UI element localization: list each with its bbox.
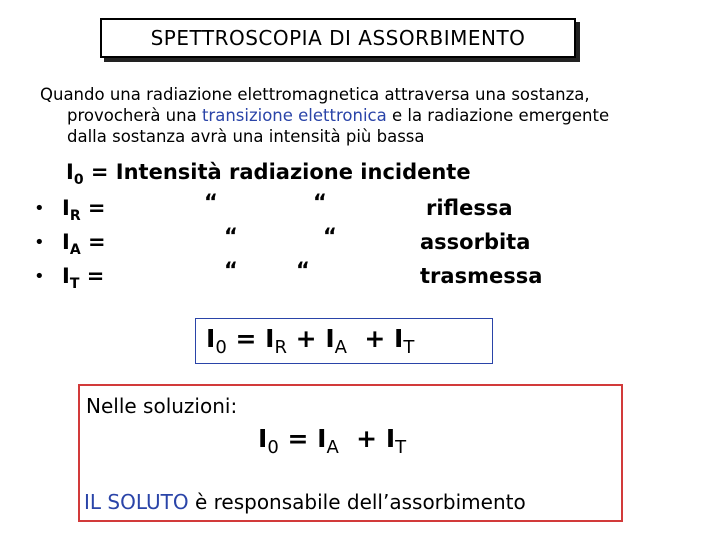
ditto-it-2: “ (296, 258, 310, 282)
it-symbol: I (62, 264, 70, 288)
solute-rest: è responsabile dell’assorbimento (188, 490, 526, 514)
solutions-label: Nelle soluzioni: (86, 394, 238, 418)
ir-symbol: I (62, 196, 70, 220)
intro-line-3: dalla sostanza avrà una intensità più bassa (67, 127, 425, 146)
it-eq: = (79, 264, 105, 288)
ia-word: assorbita (420, 230, 531, 254)
sol-it: I (385, 424, 396, 453)
ditto-ia-1: “ (224, 224, 238, 248)
bullet-ir: • (34, 198, 45, 219)
sol-ia: I (317, 424, 327, 453)
eq-plus-1: + (286, 324, 326, 353)
intro-line-2 (40, 105, 700, 126)
it-word: trasmessa (420, 264, 543, 288)
i0-sub: 0 (73, 172, 84, 189)
ia-label (62, 230, 106, 258)
ditto-it-1: “ (224, 258, 238, 282)
sol-i0-sub: 0 (267, 437, 279, 458)
eq-it-sub: T (403, 337, 415, 358)
eq-ir-sub: R (274, 337, 287, 358)
eq-i0: I (206, 324, 216, 353)
eq-ia: I (325, 324, 335, 353)
intro-line-2-end: e la radiazione emergente (386, 106, 610, 125)
highlight-transizione: transizione elettronica (201, 106, 387, 125)
solute-highlight: IL SOLUTO (84, 490, 189, 514)
sol-equals: = (278, 424, 318, 453)
eq-ia-sub: A (334, 337, 347, 358)
title-box (100, 18, 576, 58)
ia-eq: = (80, 230, 106, 254)
sol-i0: I (258, 424, 268, 453)
solutions-equation (258, 424, 406, 458)
eq-ir: I (265, 324, 275, 353)
intro-paragraph (40, 84, 700, 147)
eq-i0-sub: 0 (215, 337, 227, 358)
ir-sub: R (69, 208, 81, 225)
ia-symbol: I (62, 230, 70, 254)
sol-plus: + (338, 424, 386, 453)
ir-word: riflessa (426, 196, 513, 220)
ir-label (62, 196, 106, 224)
i0-text: = Intensità radiazione incidente (83, 160, 471, 184)
general-equation (206, 324, 414, 358)
intro-line-1: Quando una radiazione elettromagnetica attraversa una sostanza, (40, 85, 590, 104)
eq-it: I (394, 324, 404, 353)
it-sub: T (69, 276, 80, 293)
ditto-ir-2: “ (313, 190, 327, 214)
eq-equals: = (226, 324, 266, 353)
i0-symbol: I (66, 160, 74, 184)
general-equation-box (195, 318, 493, 364)
eq-plus-2: + (346, 324, 395, 353)
ditto-ir-1: “ (204, 190, 218, 214)
ir-eq: = (80, 196, 106, 220)
sol-ia-sub: A (326, 437, 339, 458)
i0-definition (66, 160, 471, 188)
bullet-it: • (34, 266, 45, 287)
ia-sub: A (69, 242, 81, 259)
it-label (62, 264, 104, 292)
ditto-ia-2: “ (323, 224, 337, 248)
slide-title: SPETTROSCOPIA DI ASSORBIMENTO (150, 26, 526, 50)
bullet-ia: • (34, 232, 45, 253)
sol-it-sub: T (395, 437, 407, 458)
solute-sentence (84, 490, 526, 514)
intro-line-2-start: provocherà una (67, 106, 202, 125)
